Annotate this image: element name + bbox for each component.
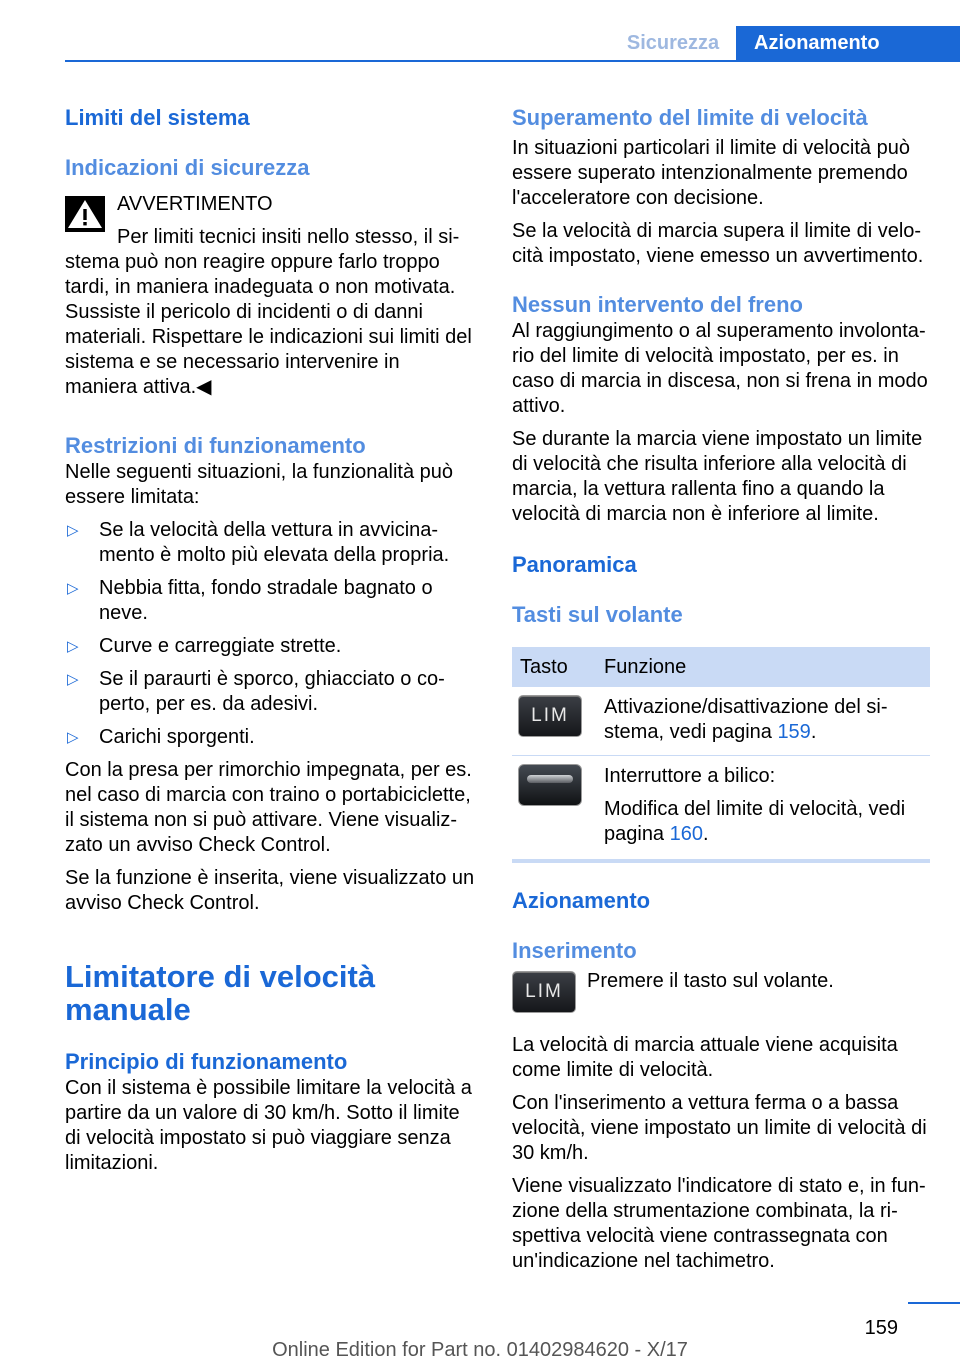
principle-heading: Principio di funzionamento [65, 1049, 348, 1074]
left-column [65, 100, 477, 1176]
safety-heading: Indicazioni di sicurezza [65, 155, 310, 180]
bullet-triangle-icon: ▷ [67, 671, 79, 688]
table-header-funzione: Funzione [604, 655, 687, 678]
table-header-tasto: Tasto [520, 655, 568, 678]
exceed-heading: Superamento del limite di velocità [512, 105, 868, 130]
overview-heading: Panoramica [512, 552, 637, 577]
list-item: ▷ Nebbia fitta, fondo stradale bagnato o neve. [67, 577, 433, 624]
operation-paragraph-3: Viene visualizzato l'indicatore di stato e, in funzione della strumentazione combinata, la rispettiva velocità viene contrassegnata con un'indicazione nel tachimetro. [512, 1175, 926, 1272]
table-row [512, 756, 930, 860]
warning-label: AVVERTIMENTO [117, 193, 273, 215]
list-item: ▷ Se il paraurti è sporco, ghiacciato o coperto, per es. da adesivi. [67, 668, 445, 715]
table-row [512, 687, 930, 756]
restrictions-list [65, 518, 477, 750]
insert-heading: Inserimento [512, 938, 637, 963]
exceed-paragraph-1: In situazioni particolari il limite di velocità può essere superato intenzionalmente premendo l'acceleratore con decisione. [512, 137, 910, 209]
brake-paragraph-1: Al raggiungimento o al superamento involontario del limite di velocità impostato, per es. in caso di marcia in discesa, non si frena in modo attivo. [512, 320, 928, 417]
online-edition-footer: Online Edition for Part no. 01402984620 - X/17 [272, 1339, 688, 1361]
page-link-159[interactable]: 159 [777, 721, 811, 743]
warning-text: Per limiti tecnici insiti nello stesso, il sistema può non reagire oppure farlo troppo tardi, in maniera inadeguata o non motivata. Sussiste il pericolo di incidenti o di danni materiali. Rispettare le indicazioni sui limiti del sistema e se necessario intervenire in maniera attiva.◀ [65, 226, 472, 398]
principle-paragraph: Con il sistema è possibile limitare la velocità a partire da un valore di 30 km/h. Sotto il limite di velocità impostato si può viaggiare senza limitazioni. [65, 1077, 472, 1174]
warning-icon [65, 196, 105, 232]
page-link-160[interactable]: 160 [669, 823, 703, 845]
main-section-title: Limitatore di velocità manuale [65, 959, 376, 1027]
lim-button-icon: LIM [512, 971, 576, 1013]
table-cell-function: Interruttore a bilico: Modifica del limite di velocità, vedi pagina 160. [604, 765, 906, 845]
list-item: ▷ Curve e carreggiate strette. [67, 635, 342, 657]
insert-row [512, 969, 930, 1023]
rocker-switch-icon [518, 764, 582, 806]
bullet-triangle-icon: ▷ [67, 638, 79, 655]
bullet-triangle-icon: ▷ [67, 729, 79, 746]
table-cell-function: Attivazione/disattivazione del sistema, vedi pagina 159. [604, 696, 888, 743]
warning-block [65, 192, 477, 400]
list-item: ▷ Se la velocità della vettura in avvicinamento è molto più elevata della propria. [67, 519, 450, 566]
restrictions-heading: Restrizioni di funzionamento [65, 433, 366, 458]
right-column [512, 100, 930, 1274]
bullet-triangle-icon: ▷ [67, 580, 79, 597]
table-header-row [512, 647, 930, 687]
brake-paragraph-2: Se durante la marcia viene impostato un limite di velocità che risulta inferiore alla velocità di marcia, la vettura rallenta fino a quando la velocità di marcia non è inferiore al limite. [512, 428, 923, 525]
header-rule [65, 60, 960, 62]
operation-paragraph-2: Con l'inserimento a vettura ferma o a bassa velocità, viene impostato un limite di velocità di 30 km/h. [512, 1092, 927, 1164]
list-item: ▷ Carichi sporgenti. [67, 726, 255, 748]
tab-sicurezza[interactable]: Sicurezza [626, 32, 720, 54]
limiti-heading: Limiti del sistema [65, 105, 250, 130]
press-instruction: Premere il tasto sul volante. [587, 970, 834, 992]
table-bottom-rule [512, 859, 930, 863]
keys-table [512, 647, 930, 859]
page-number: 159 [864, 1317, 898, 1339]
bullet-triangle-icon: ▷ [67, 522, 79, 539]
brake-heading: Nessun intervento del freno [512, 292, 803, 317]
tab-azionamento[interactable]: Azionamento [736, 26, 960, 62]
operation-paragraph-1: La velocità di marcia attuale viene acquisita come limite di velocità. [512, 1034, 898, 1081]
operation-heading: Azionamento [512, 888, 651, 913]
exceed-paragraph-2: Se la velocità di marcia supera il limite di velocità impostato, viene emesso un avvertimento. [512, 220, 924, 267]
page-number-rule [908, 1302, 960, 1304]
keys-heading: Tasti sul volante [512, 602, 683, 627]
function-paragraph: Se la funzione è inserita, viene visualizzato un avviso Check Control. [65, 867, 475, 914]
trailer-paragraph: Con la presa per rimorchio impegnata, per es. nel caso di marcia con traino o portabiciclette, il sistema non si può attivare. Viene visualizzato un avviso Check Control. [65, 759, 472, 856]
restrictions-intro: Nelle seguenti situazioni, la funzionalità può essere limitata: [65, 461, 454, 508]
lim-button-icon: LIM [518, 695, 582, 737]
